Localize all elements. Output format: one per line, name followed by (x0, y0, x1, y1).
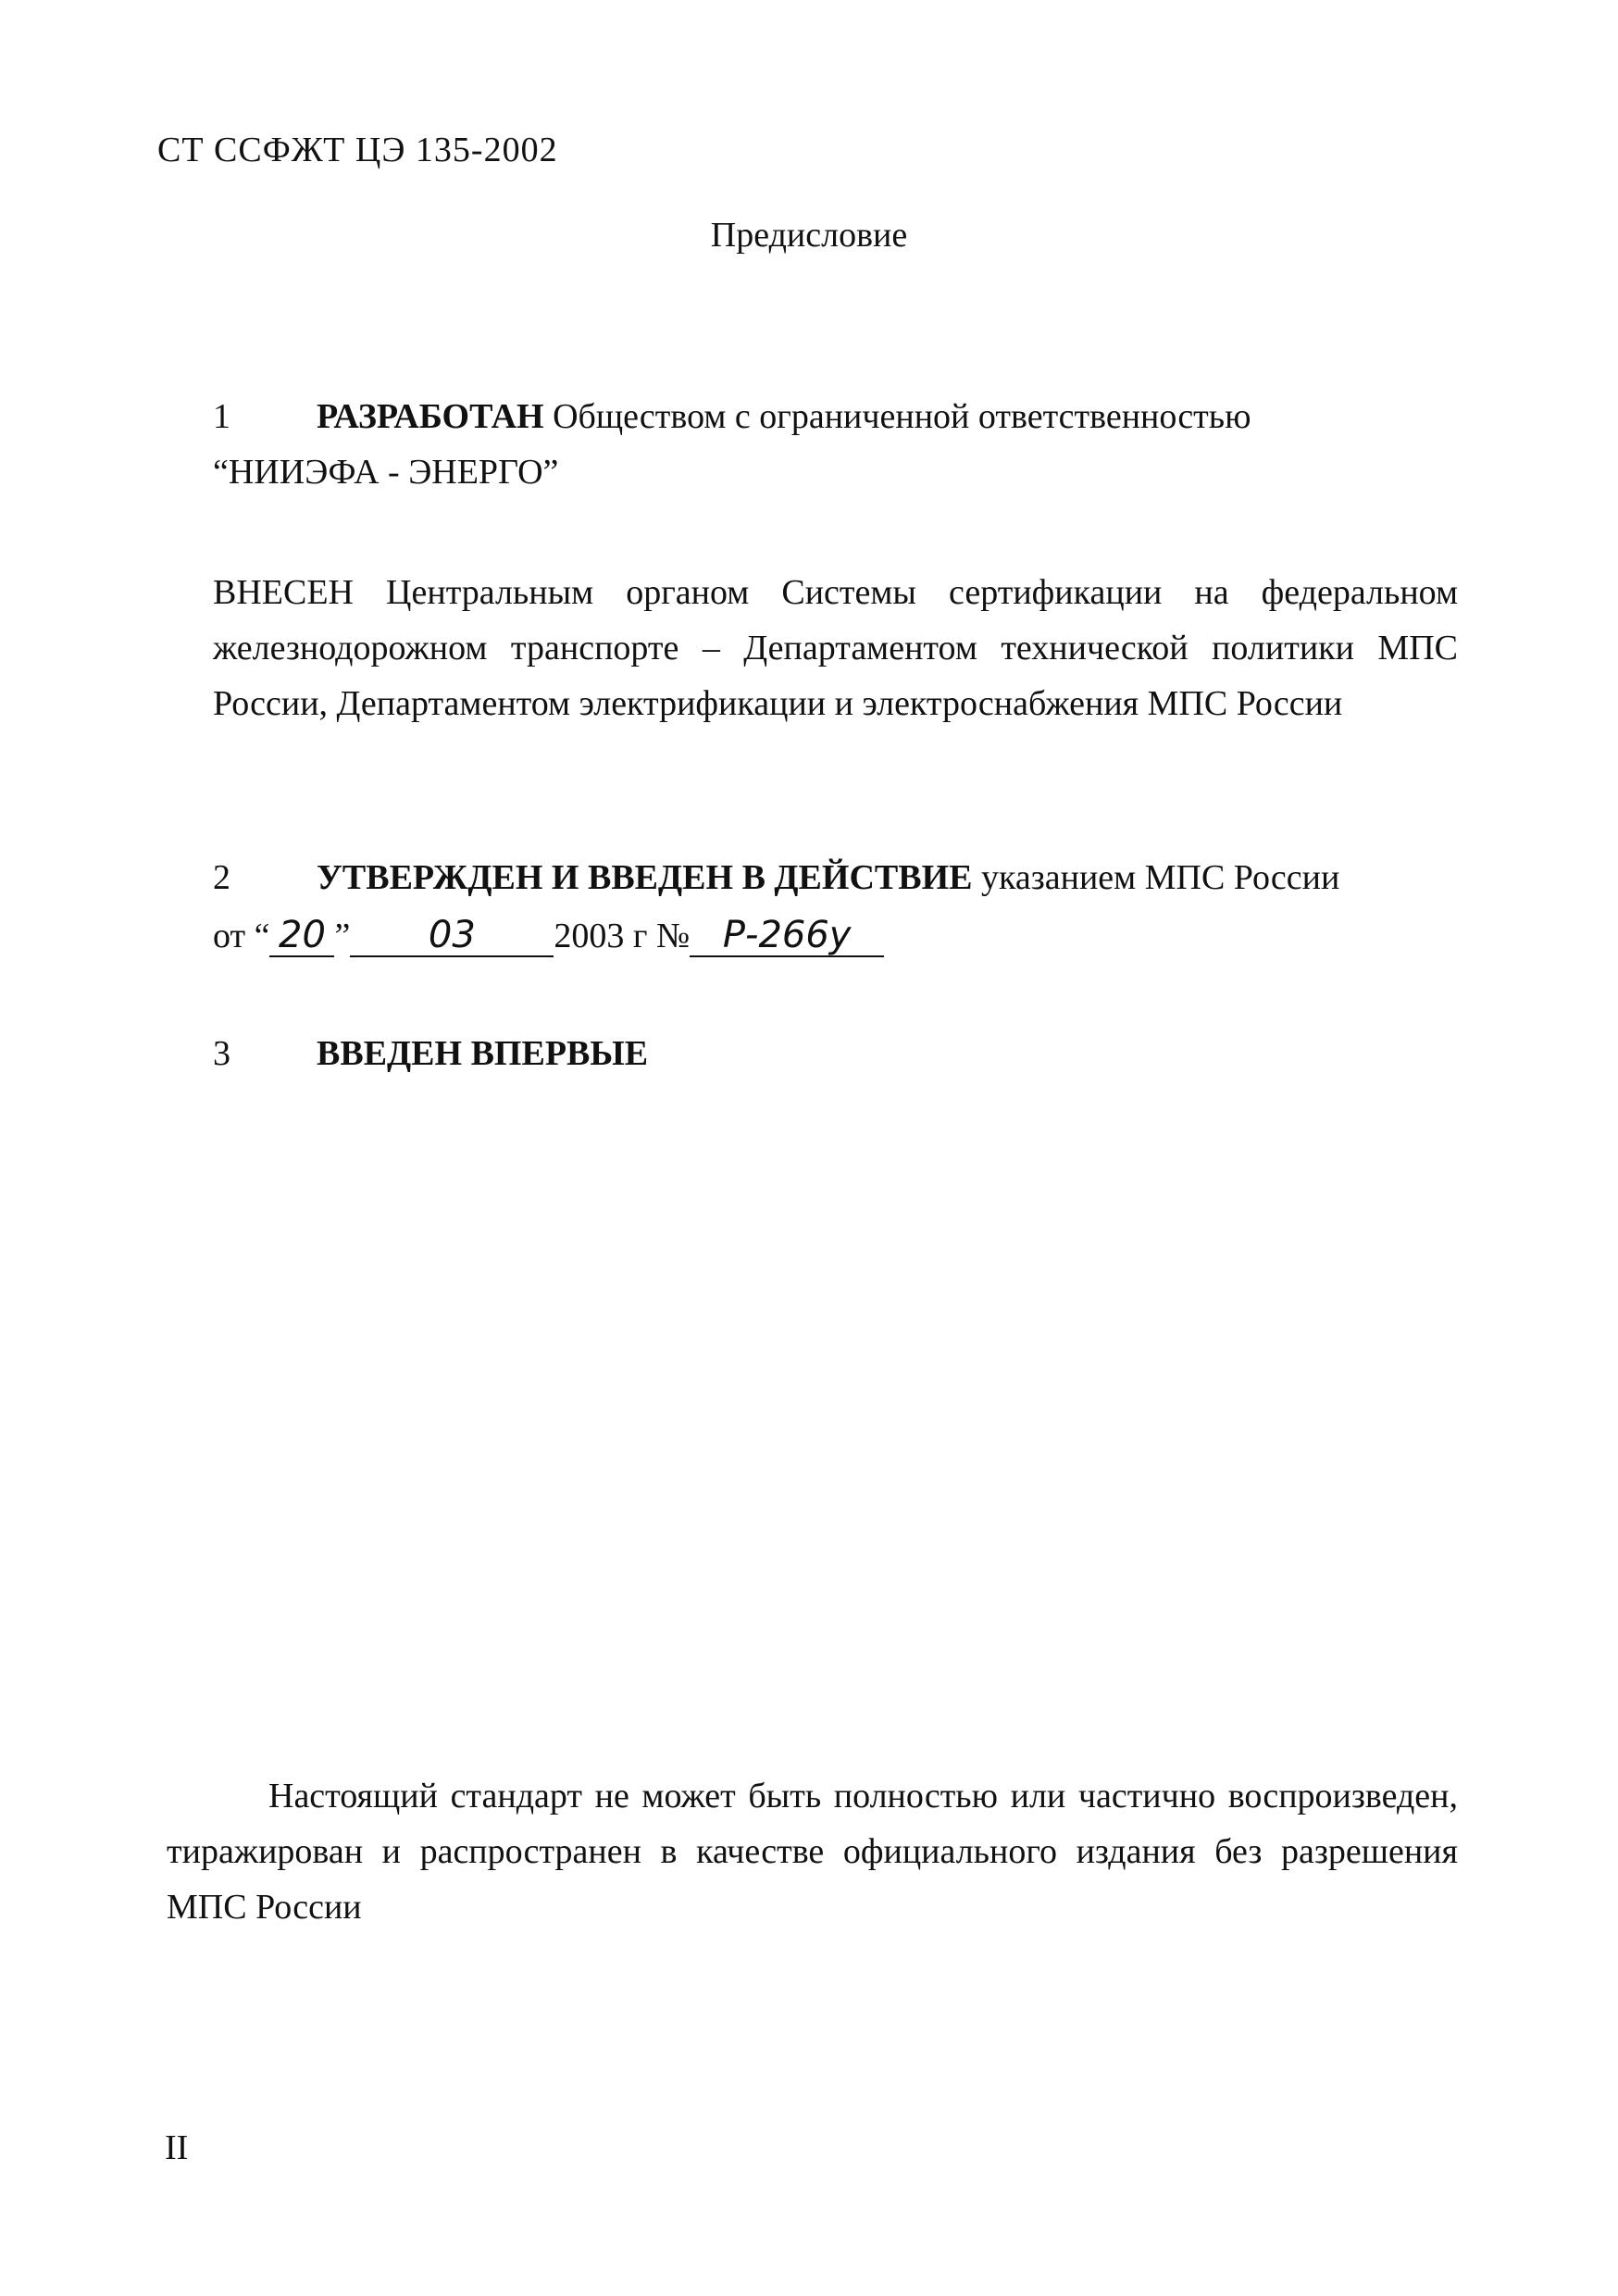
document-code: СТ ССФЖТ ЦЭ 135-2002 (157, 131, 558, 169)
item-keyword: РАЗРАБОТАН (317, 397, 544, 436)
year-text: 2003 г № (554, 917, 691, 955)
item-approved (213, 850, 1458, 905)
introduced-text: Центральным органом Системы сертификации на федеральном железнодорожном транспорте – Департаментом технической политики МПС России, Департаментом электрификации и электроснабжения МПС России (213, 573, 1458, 723)
handwritten-month: 03 (350, 915, 554, 957)
date-quote-close: ” (334, 917, 351, 955)
introduced-keyword: ВНЕСЕН (213, 573, 354, 612)
handwritten-order-number: Р-266у (690, 915, 884, 957)
item-number: 2 (213, 858, 230, 897)
developer-org: “НИИЭФА - ЭНЕРГО” (213, 453, 559, 492)
item-text: указанием МПС России (981, 858, 1340, 897)
item-text: Обществом с ограниченной ответственностью (553, 397, 1251, 436)
handwritten-day: 20 (269, 915, 334, 957)
item-number: 1 (213, 397, 230, 436)
copyright-notice: Настоящий стандарт не может быть полностью или частично воспроизведен, тиражирован и распространен в качестве официального издания без разрешения МПС России (167, 1777, 1458, 1927)
approval-date-line (213, 915, 884, 957)
item-developed (213, 389, 1458, 444)
item-introduced (213, 565, 1458, 731)
date-prefix: от “ (213, 917, 270, 955)
item-keyword: ВВЕДЕН ВПЕРВЫЕ (317, 1034, 649, 1073)
page-number: II (165, 2128, 189, 2167)
item-first-introduced (213, 1026, 648, 1081)
page-title: Предисловие (710, 216, 908, 255)
item-keyword: УТВЕРЖДЕН И ВВЕДЕН В ДЕЙСТВИЕ (317, 858, 973, 897)
item-number: 3 (213, 1034, 230, 1073)
